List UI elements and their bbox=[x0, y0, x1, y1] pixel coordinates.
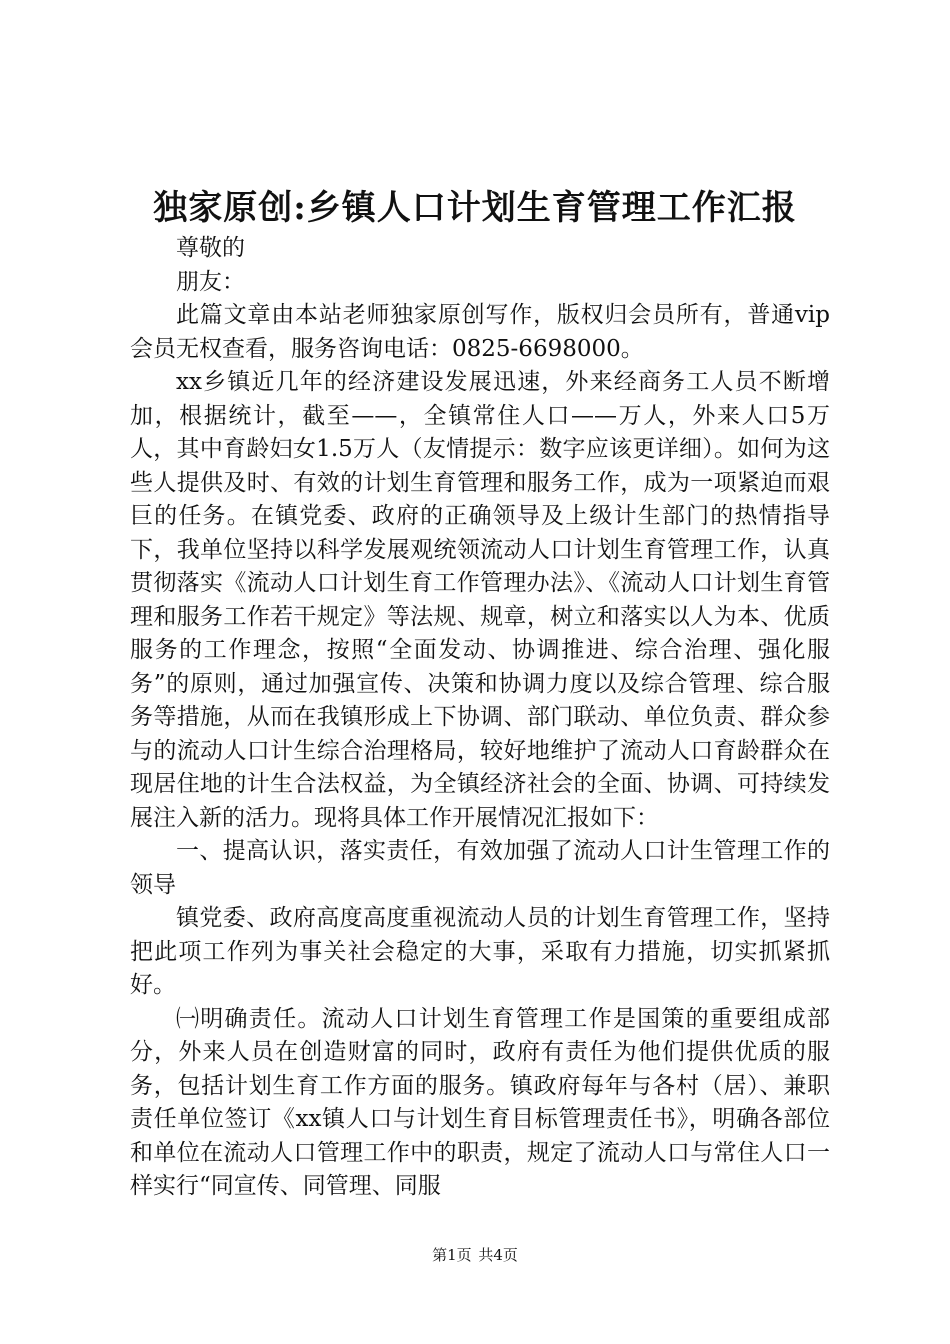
page-number: 第1页 bbox=[432, 1246, 472, 1264]
page-footer bbox=[0, 1244, 950, 1266]
intro-paragraph: xx乡镇近几年的经济建设发展迅速，外来经商务工人员不断增加，根据统计，截至——，全镇常住人口——万人，外来人口5万人，其中育龄妇女1.5万人（友情提示：数字应该更详细）。如何为这些人提供及时、有效的计划生育管理和服务工作，成为一项紧迫而艰巨的任务。在镇党委、政府的正确领导及上级计生部门的热情指导下，我单位坚持以科学发展观统领流动人口计划生育管理工作，认真贯彻落实《流动人口计划生育工作管理办法》、《流动人口计划生育管理和服务工作若干规定》等法规、规章，树立和落实以人为本、优质服务的工作理念，按照“全面发动、协调推进、综合治理、强化服务”的原则，通过加强宣传、决策和协调力度以及综合管理、综合服务等措施，从而在我镇形成上下协调、部门联动、单位负责、群众参与的流动人口计生综合治理格局，较好地维护了流动人口育龄群众在现居住地的计生合法权益，为全镇经济社会的全面、协调、可持续发展注入新的活力。现将具体工作开展情况汇报如下： bbox=[130, 369, 830, 831]
document-title: 独家原创:乡镇人口计划生育管理工作汇报 bbox=[153, 188, 797, 228]
document-body bbox=[130, 232, 830, 1204]
copyright-notice: 此篇文章由本站老师独家原创写作，版权归会员所有，普通vip会员无权查看，服务咨询电话：0825-6698000。 bbox=[130, 302, 830, 362]
section-heading-1: 一、提高认识，落实责任，有效加强了流动人口计生管理工作的领导 bbox=[130, 838, 830, 898]
section-paragraph-1: 镇党委、政府高度高度重视流动人员的计划生育管理工作，坚持把此项工作列为事关社会稳定的大事，采取有力措施，切实抓紧抓好。 bbox=[130, 905, 830, 998]
salutation-line-2: 朋友： bbox=[176, 268, 245, 295]
page-total: 共4页 bbox=[478, 1246, 518, 1264]
subsection-paragraph-1: ㈠明确责任。流动人口计划生育管理工作是国策的重要组成部分，外来人员在创造财富的同时，政府有责任为他们提供优质的服务，包括计划生育工作方面的服务。镇政府每年与各村（居）、兼职责任单位签订《xx镇人口与计划生育目标管理责任书》，明确各部位和单位在流动人口管理工作中的职责，规定了流动人口与常住人口一样实行“同宣传、同管理、同服 bbox=[130, 1005, 830, 1199]
salutation-line-1: 尊敬的 bbox=[176, 235, 245, 261]
